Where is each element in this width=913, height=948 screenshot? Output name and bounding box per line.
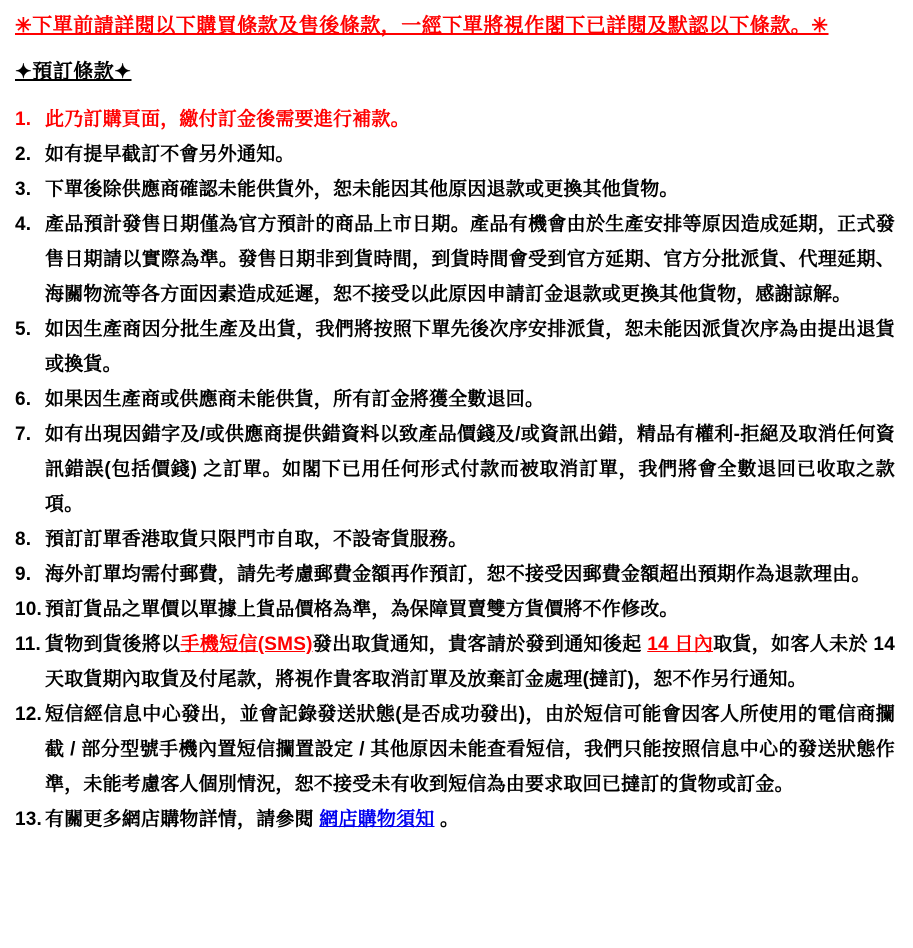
term-item-6 (15, 382, 895, 417)
term-number: 6. (15, 389, 32, 410)
term-item-5 (15, 312, 895, 382)
term-item-9 (15, 557, 895, 592)
term-item-8 (15, 522, 895, 557)
term-text: 如因生產商因分批生產及出貨，我們將按照下單先後次序安排派貨，恕未能因派貨次序為由提出退貨或換貨。 (45, 319, 895, 375)
term-number: 9. (15, 564, 32, 585)
term-text: 海外訂單均需付郵費，請先考慮郵費金額再作預訂，恕不接受因郵費金額超出預期作為退款理由。 (45, 564, 871, 585)
term-text: 如有出現因錯字及/或供應商提供錯資料以致產品價錢及/或資訊出錯，精品有權利-拒絕及取消任何資訊錯誤(包括價錢) 之訂單。如閣下已用任何形式付款而被取消訂單，我們將會全數退回已收取之款項。 (45, 424, 895, 515)
term-text-segment: 。 (434, 809, 460, 830)
section-title-preorder-terms: ✦預訂條款✦ (15, 61, 132, 83)
term-text-segment: 有關更多網店購物詳情，請參閱 (45, 809, 320, 830)
term-text: 短信經信息中心發出，並會記錄發送狀態(是否成功發出)，由於短信可能會因客人所使用的電信商攔截 / 部分型號手機內置短信攔置設定 / 其他原因未能查看短信，我們只能按照信息中心的發送狀態作準，未能考慮客人個別情況，恕不接受未有收到短信為由要求取回已撻訂的貨物或訂金。 (45, 704, 895, 795)
term-number: 8. (15, 529, 32, 550)
term-item-3 (15, 172, 895, 207)
term-number: 2. (15, 144, 32, 165)
term-item-4 (15, 207, 895, 312)
term-text: 如果因生產商或供應商未能供貨，所有訂金將獲全數退回。 (45, 389, 545, 410)
term-item-10 (15, 592, 895, 627)
term-text: 此乃訂購頁面，繳付訂金後需要進行補款。 (45, 109, 410, 130)
term-text-segment: 取貨，如客人未於 14 天取貨期內取貨及付尾款，將視作貴客取消訂單及放棄訂金處理(撻訂)，恕不作另行通知。 (45, 634, 895, 690)
term-number: 3. (15, 179, 32, 200)
term-text: 如有提早截訂不會另外通知。 (45, 144, 295, 165)
term-text-segment: 貨物到貨後將以 (45, 634, 181, 655)
term-text (45, 627, 895, 697)
term-number: 1. (15, 109, 32, 130)
pre-order-warning-notice: ✳下單前請詳閱以下購買條款及售後條款，一經下單將視作閣下已詳閱及默認以下條款。✳ (15, 15, 829, 37)
sms-notification-highlight: 手機短信(SMS) (180, 634, 313, 655)
term-text: 產品預計發售日期僅為官方預計的商品上市日期。產品有機會由於生產安排等原因造成延期，正式發售日期請以實際為準。發售日期非到貨時間，到貨時間會受到官方延期、官方分批派貨、代理延期、海關物流等各方面因素造成延遲，恕不接受以此原因申請訂金退款或更換其他貨物，感謝諒解。 (45, 214, 895, 305)
term-text: 預訂貨品之單價以單據上貨品價格為準，為保障買賣雙方貨價將不作修改。 (45, 599, 679, 620)
term-number: 11. (15, 634, 41, 655)
term-item-7 (15, 417, 895, 522)
term-item-12 (15, 697, 895, 802)
term-number: 12. (15, 704, 43, 725)
term-number: 4. (15, 214, 32, 235)
terms-list (15, 102, 895, 837)
term-text (45, 802, 895, 837)
term-number: 13. (15, 809, 43, 830)
pickup-deadline-highlight: 14 日內 (647, 634, 714, 655)
term-text: 下單後除供應商確認未能供貨外，恕未能因其他原因退款或更換其他貨物。 (45, 179, 679, 200)
term-number: 5. (15, 319, 32, 340)
term-text: 預訂訂單香港取貨只限門市自取，不設寄貨服務。 (45, 529, 468, 550)
term-number: 10. (15, 599, 43, 620)
term-item-11 (15, 627, 895, 697)
term-item-2 (15, 137, 895, 172)
term-number: 7. (15, 424, 32, 445)
term-text-segment: 發出取貨通知，貴客請於發到通知後起 (312, 634, 648, 655)
shop-guide-link[interactable]: 網店購物須知 (319, 809, 435, 830)
term-item-1 (15, 102, 895, 137)
term-item-13 (15, 802, 895, 837)
